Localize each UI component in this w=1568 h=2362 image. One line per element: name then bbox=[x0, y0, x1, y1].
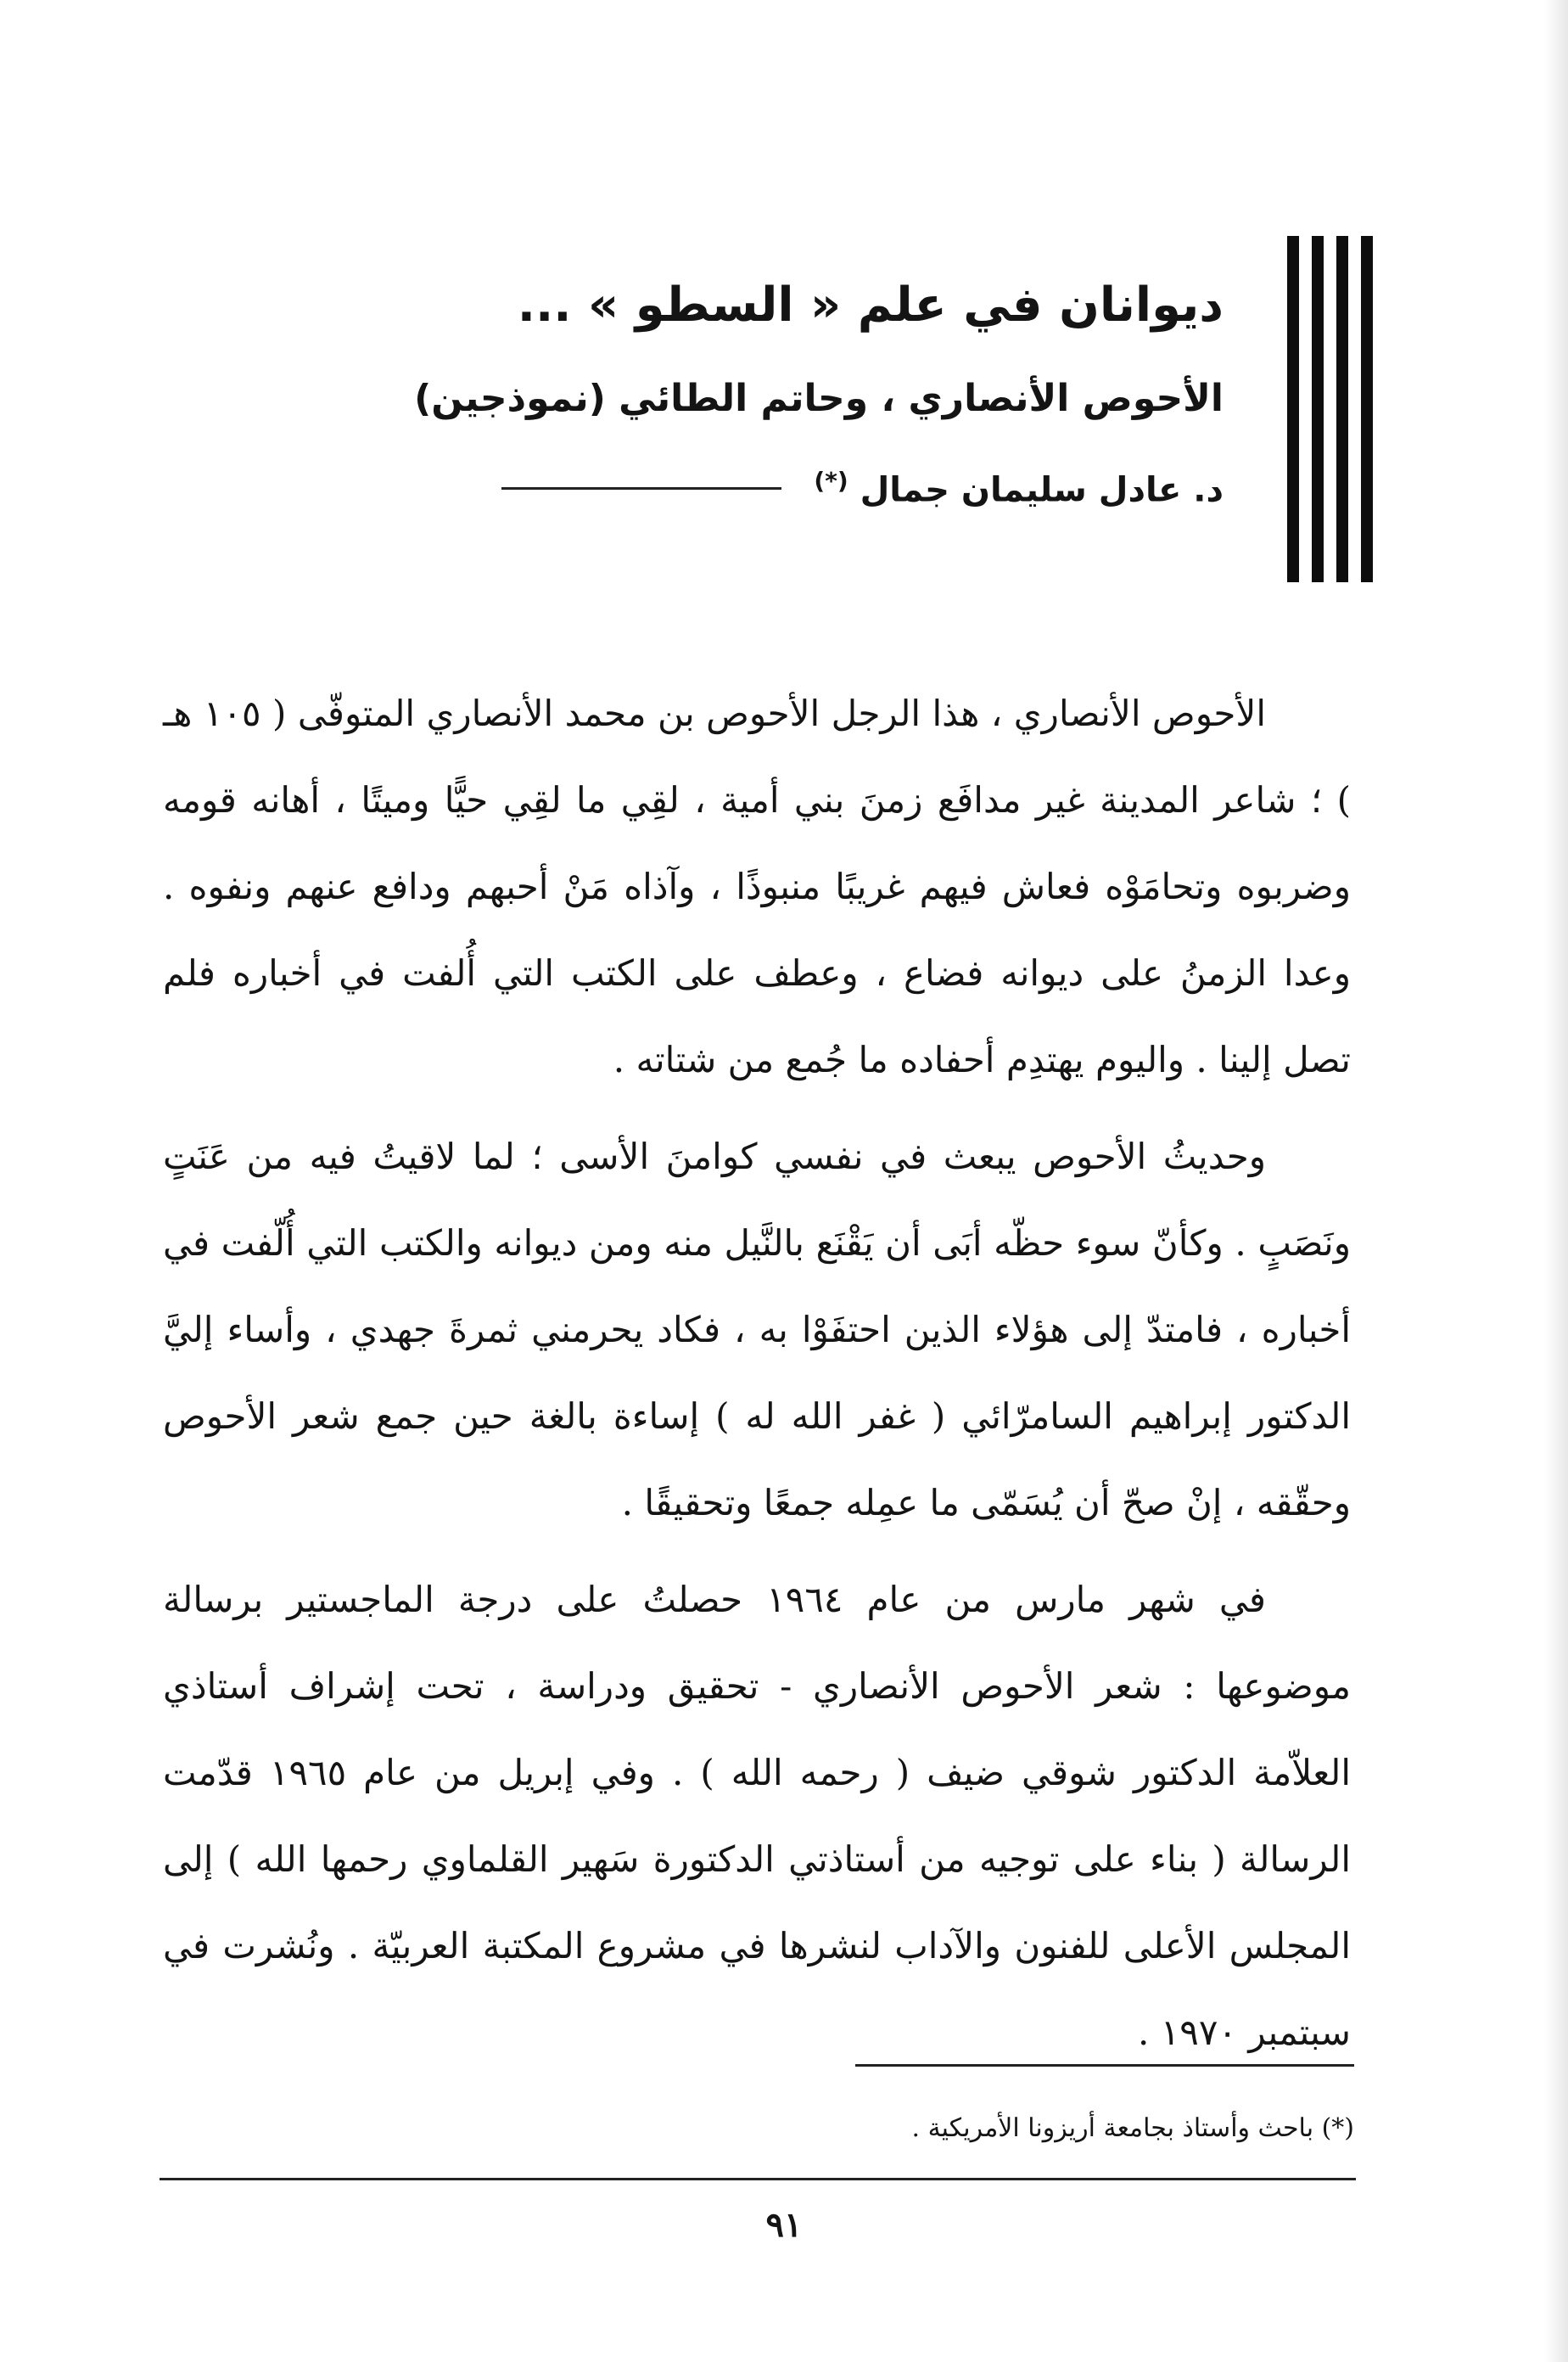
decorative-bar bbox=[1287, 236, 1299, 582]
page-footer-rule bbox=[160, 2178, 1356, 2180]
decorative-bar bbox=[1336, 236, 1348, 582]
author-footnote-mark: (*) bbox=[814, 466, 848, 495]
decorative-bar bbox=[1312, 236, 1324, 582]
paragraph: وحديثُ الأحوص يبعث في نفسي كوامنَ الأسى ؛ لما لاقيتُ فيه من عَنَتٍ ونَصَبٍ . وكأنّ سوء حظّه أبَى أن يَقْنَع بالنَّيل منه ومن ديوانه والكتب التي أُلّفت في أخباره ، فامتدّ إلى هؤلاء الذين احتفَوْا به ، فكاد يحرمني ثمرةَ جهدي ، وأساء إليَّ الدكتور إبراهيم السامرّائي ( غفر الله له ) إساءة بالغة حين جمع شعر الأحوص وحقّقه ، إنْ صحّ أن يُسَمّى ما عمِله جمعًا وتحقيقًا . bbox=[163, 1136, 1351, 1523]
footnote-separator bbox=[855, 2064, 1354, 2067]
page-number: ٩١ bbox=[765, 2205, 803, 2245]
article-title: ديوانان في علم « السطو » ... bbox=[517, 278, 1224, 333]
decorative-bar bbox=[1361, 236, 1373, 582]
article-body bbox=[163, 670, 1351, 2086]
paragraph: في شهر مارس من عام ١٩٦٤ حصلتُ على درجة الماجستير برسالة موضوعها : شعر الأحوص الأنصاري - تحقيق ودراسة ، تحت إشراف أستاذي العلاّمة الدكتور شوقي ضيف ( رحمه الله ) . وفي إبريل من عام ١٩٦٥ قدّمت الرسالة ( بناء على توجيه من أستاذتي الدكتورة سَهير القلماوي رحمها الله ) إلى المجلس الأعلى للفنون والآداب لنشرها في مشروع المكتبة العربيّة . ونُشرت في سبتمبر ١٩٧٠ . bbox=[163, 1579, 1351, 2053]
author-name bbox=[814, 467, 1224, 509]
author-name-text: د. عادل سليمان جمال bbox=[860, 470, 1224, 510]
decorative-bars bbox=[1287, 236, 1374, 582]
author-rule bbox=[501, 487, 781, 490]
scan-edge bbox=[1544, 0, 1568, 2362]
author-row bbox=[248, 441, 1224, 535]
footnote: (*) باحث وأستاذ بجامعة أريزونا الأمريكية . bbox=[911, 2113, 1354, 2143]
article-subtitle: الأحوص الأنصاري ، وحاتم الطائي (نموذجين) bbox=[414, 377, 1224, 420]
paragraph: الأحوص الأنصاري ، هذا الرجل الأحوص بن محمد الأنصاري المتوفّى ( ١٠٥ هـ ) ؛ شاعر المدينة غير مدافَع زمنَ بني أمية ، لقِي ما لقِي حيًّا وميتًا ، أهانه قومه وضربوه وتحامَوْه فعاش فيهم غريبًا منبوذًا ، وآذاه مَنْ أحبهم ودافع عنهم ونفوه . وعدا الزمنُ على ديوانه فضاع ، وعطف على الكتب التي أُلفت في أخباره فلم تصل إلينا . واليوم يهتدِم أحفاده ما جُمع من شتاته . bbox=[163, 693, 1351, 1080]
article-header bbox=[248, 255, 1224, 535]
